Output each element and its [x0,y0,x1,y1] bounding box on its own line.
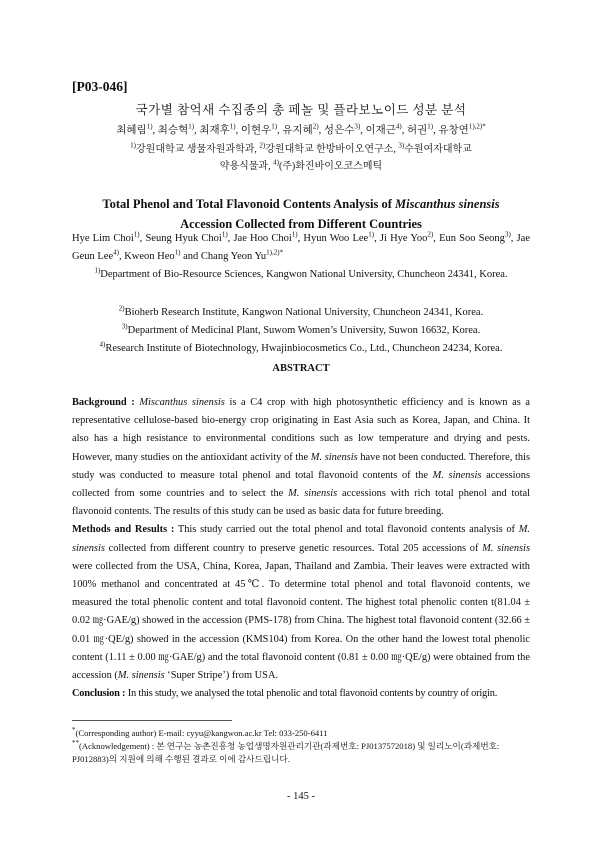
korean-authors: 최혜림$^{1)}$, 최승혁$^{1)}$, 최재후$^{1)}$, 이현우$^{1)}$, 유지혜$^{2)}$, 성은수$^{3)}$, 이재근$^{4)}$, 허권$^{1)}$, 유창연$^{1),2)*}$ [116,122,486,136]
footnote-acknowledgement: **(Acknowledgement) : 본 연구는 농촌진흥청 농업생명자원관리기관(과제번호: PJ0137572018) 및 일리노이(과제번호: PJ012883)의 지원에 의해 수행된 결과로 이에 감사드립니다. [72,739,500,764]
affiliation-1: $^{1)}$Department of Bio-Resource Sciences, Kangwon National University, Chuncheon 24341, Korea. [94,266,508,280]
affiliation-2: $^{2)}$Bioherb Research Institute, Kangwon National University, Chuncheon 24341, Korea. [118,304,484,318]
abstract-heading: ABSTRACT [272,363,330,374]
affiliation-4: $^{4)}$Research Institute of Biotechnology, Hwajinbiocosmetics Co., Ltd., Chuncheon 24234, Korea. [99,340,503,354]
conclusion-paragraph: Conclusion : In this study, we analysed the total phenolic and total flavonoid contents by country of origin. [72,688,498,700]
english-authors: Hye Lim Choi$^{1)}$, Seung Hyuk Choi$^{1)}$, Jae Hoo Choi$^{1)}$, Hyun Woo Lee$^{1)}$, Ji Hye Yoo$^{2)}$, Eun Soo Seong$^{3)}$, Jae Geun Lee$^{4)}$, Kweon Heo$^{1)}$ and Chang Yeon $Yu^{1),2)*}$ [72,230,531,262]
footnote-corresponding-author: *(Corresponding author) E-mail: cyyu@kangwon.ac.kr Tel: 033-250-6411 [72,726,328,738]
methods-paragraph: Methods and Results : This study carried out the total phenol and total flavonoid contents analysis of M. sinensis collected from different country to preserve genetic resources. Total 205 accessions of M. sinensis were collected from the USA, China, Korea, Japan, Thailand and Zambia. Their leaves were extracted with 100% methanol and concentrated at 45℃. To determine total phenol and total flavonoid contents, we measured the total phenolic content and total flavonoid content. The highest total phenolic conten t(81.04 ± 0.02 ㎎·GAE/g) showed in the accession (PMS-178) from China. The highest total flavonoid content (32.66 ± 0.01 ㎎·QE/g) showed in the accession (KMS104) from Korea. On the other hand the lowest total phenolic content (1.11 ± 0.00 ㎎·GAE/g) and the total flavonoid content (0.81 ± 0.00 ㎎·QE/g) were obtained from the accession (M. sinensis ‘Super Stripe’) from USA. [72,524,531,682]
conclusion-label: Conclusion : [72,688,126,700]
affiliation-3: $^{3)}$Department of Medicinal Plant, Suwom Women’s University, Suwon 16632, Korea. [121,322,481,336]
page-number: - 145 - [287,791,315,802]
methods-label: Methods and Results : [72,524,175,536]
background-paragraph: Background : Miscanthus sinensis is a C4 crop with high photosynthetic efficiency and is known as a representative cellulose-based bio-energy crop originating in East Asia such as Korea, Japan, and China. It also has a high resistance to environmental conditions such as low temperature and drying and pests. However, many studies on the antioxidant activity of the M. sinensis have not been conducted. Therefore, this study was conducted to measure total phenol and total flavonoid contents of the M. sinensis accessions collected from some countries and to select the M. sinensis accessions with rich total phenol and total flavonoid contents. The results of this study can be used as basic data for future breeding. [72,397,530,518]
korean-affiliations-line2: 약용식물과, $^{4)}$(주)화진바이오코스메틱 [219,158,383,172]
abstract-body [72,394,530,703]
footnote-divider [72,720,232,721]
korean-title: 국가별 참억새 수집종의 총 페놀 및 플라보노이드 성분 분석 [135,103,467,117]
poster-code: [P03-046] [72,79,128,94]
english-title: Total Phenol and Total Flavonoid Contents Analysis of Miscanthus sinensis Accession Collected from Different Countries [102,197,500,231]
background-label: Background : [72,397,135,408]
korean-affiliations-line1: $^{1)}$강원대학교 생물자원과학과, $^{2)}$강원대학교 한방바이오연구소, $^{3)}$수원여자대학교 [130,141,472,155]
